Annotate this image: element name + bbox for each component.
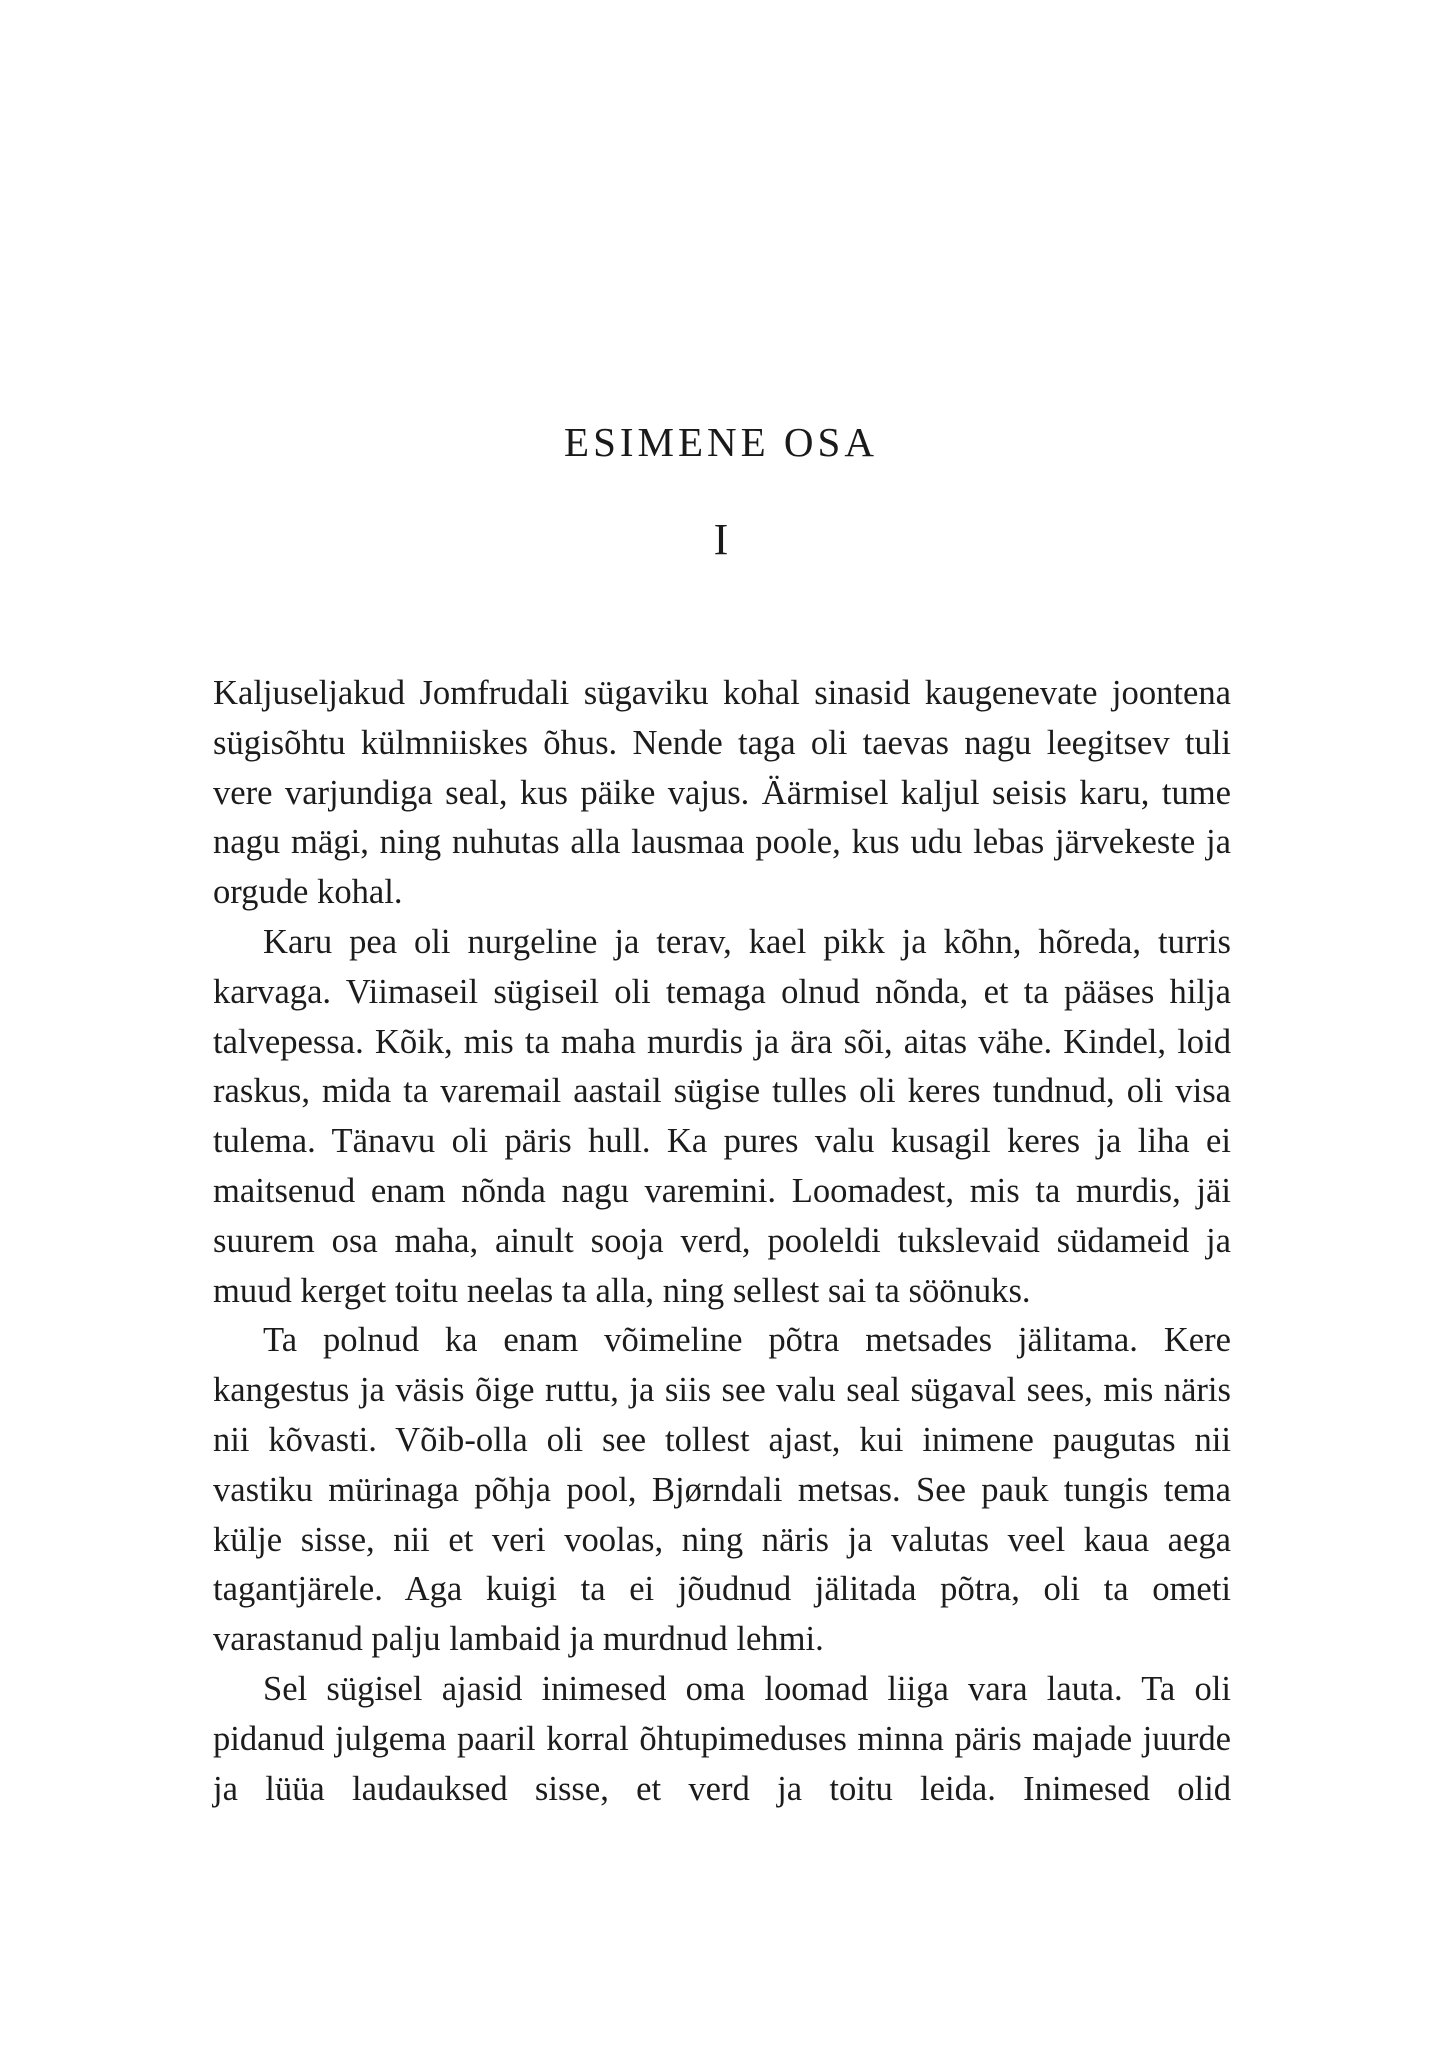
- part-title: ESIMENE OSA: [564, 419, 878, 465]
- chapter-body: [213, 669, 1231, 1814]
- paragraph: Kaljuseljakud Jomfrudali sügaviku kohal sinasid kaugenevate joontena sügisõhtu külmniiskes õhus. Nende taga oli taevas nagu leegitsev tuli vere varjundiga seal, kus päike vajus. Äärmisel kaljul seisis karu, tume nagu mägi, ning nuhutas alla lausmaa poole, kus udu lebas järvekeste ja orgude kohal.: [213, 674, 1231, 912]
- paragraph: Ta polnud ka enam võimeline põtra metsades jälitama. Kere kangestus ja väsis õige ruttu, ja siis see valu seal sügaval sees, mis näris nii kõvasti. Võib-olla oli see tollest ajast, kui inimene paugutas nii vastiku mürinaga põhja pool, Bjørndali metsas. See pauk tungis tema külje sisse, nii et veri voolas, ning näris ja valutas veel kaua aega tagantjärele. Aga kuigi ta ei jõudnud jälitada põtra, oli ta ometi varastanud palju lambaid ja murdnud lehmi.: [213, 1321, 1231, 1659]
- paragraph: Sel sügisel ajasid inimesed oma loomad liiga vara lauta. Ta oli pidanud julgema paaril korral õhtupimeduses minna päris majade juurde ja lüüa laudauksed sisse, et verd ja toitu leida. Inimesed olid: [213, 1669, 1231, 1808]
- paragraph: Karu pea oli nurgeline ja terav, kael pikk ja kõhn, hõreda, turris karvaga. Viimaseil sügiseil oli temaga olnud nõnda, et ta pääses hilja talvepessa. Kõik, mis ta maha murdis ja ära sõi, aitas vähe. Kindel, loid raskus, mida ta varemail aastail sügise tulles oli keres tundnud, oli visa tulema. Tänavu oli päris hull. Ka pures valu kusagil keres ja liha ei maitsenud enam nõnda nagu varemini. Loomadest, mis ta murdis, jäi suurem osa maha, ainult sooja verd, pooleldi tukslevaid südameid ja muud kerget toitu neelas ta alla, ning sellest sai ta söönuks.: [213, 922, 1231, 1310]
- chapter-number: I: [713, 515, 729, 564]
